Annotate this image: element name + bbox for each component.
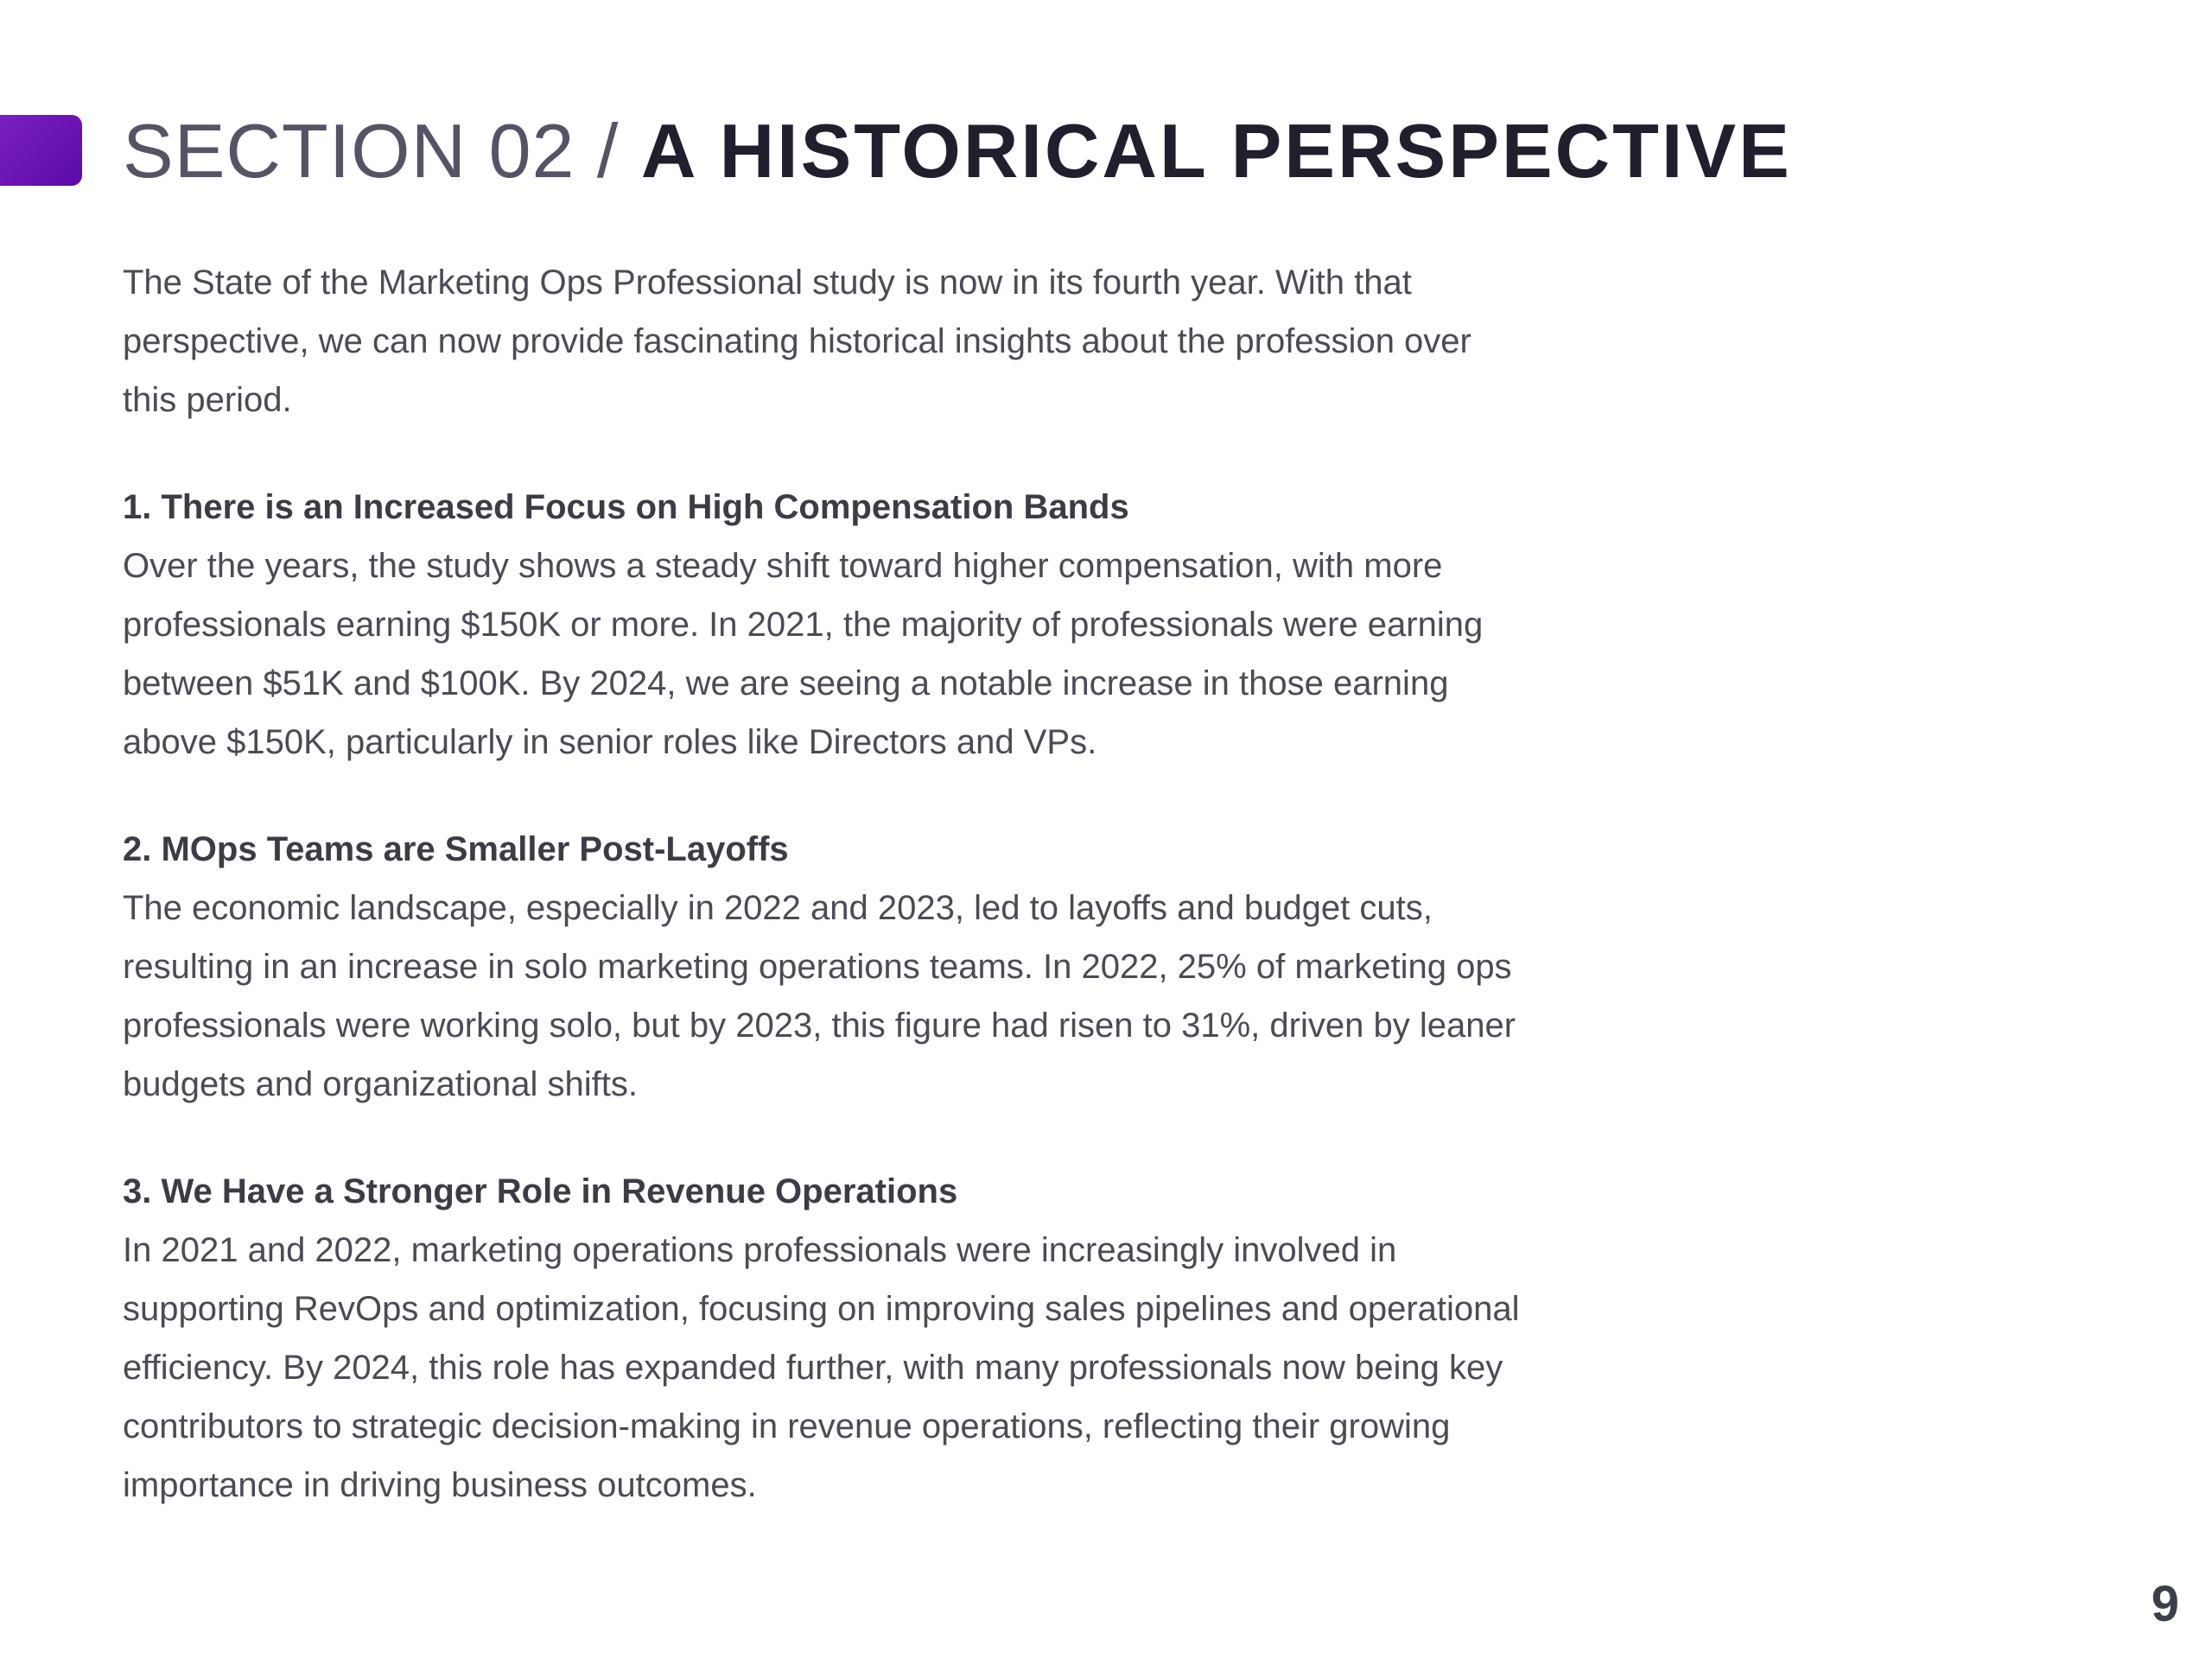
point-team-size (123, 820, 1522, 1114)
section-label: SECTION 02 / (123, 108, 641, 194)
point-body: The economic landscape, especially in 2022 and 2023, led to layoffs and budget cuts, resulting in an increase in solo marketing operations teams. In 2022, 25% of marketing ops professionals were working solo, but by 2023, this figure had risen to 31%, driven by leaner budgets and organizational shifts. (123, 889, 1516, 1103)
section-header (123, 104, 1792, 199)
point-heading: 2. MOps Teams are Smaller Post-Layoffs (123, 830, 789, 868)
point-body: In 2021 and 2022, marketing operations professionals were increasingly involved in supporting RevOps and optimization, focusing on improving sales pipelines and operational efficiency. By 2024, this role has expanded further, with many professionals now being key contributors to strategic decision-making in revenue operations, reflecting their growing importance in driving business outcomes. (123, 1231, 1520, 1504)
point-compensation (123, 478, 1522, 772)
point-heading: 1. There is an Increased Focus on High Compensation Bands (123, 488, 1129, 526)
point-body: Over the years, the study shows a steady shift toward higher compensation, with more professionals earning $150K or more. In 2021, the majority of professionals were earning between $51K and $100K. By 2024, we are seeing a notable increase in those earning above $150K, particularly in senior roles like Directors and VPs. (123, 547, 1484, 761)
section-title: A HISTORICAL PERSPECTIVE (640, 108, 1792, 194)
point-revenue-operations (123, 1162, 1522, 1515)
section-accent-block (0, 115, 82, 186)
page-number: 9 (2151, 1576, 2179, 1632)
point-heading: 3. We Have a Stronger Role in Revenue Operations (123, 1172, 958, 1210)
intro-paragraph: The State of the Marketing Ops Professional study is now in its fourth year. With that perspective, we can now provide fascinating historical insights about the profession over this period. (123, 264, 1471, 419)
article-body (123, 253, 1522, 1515)
